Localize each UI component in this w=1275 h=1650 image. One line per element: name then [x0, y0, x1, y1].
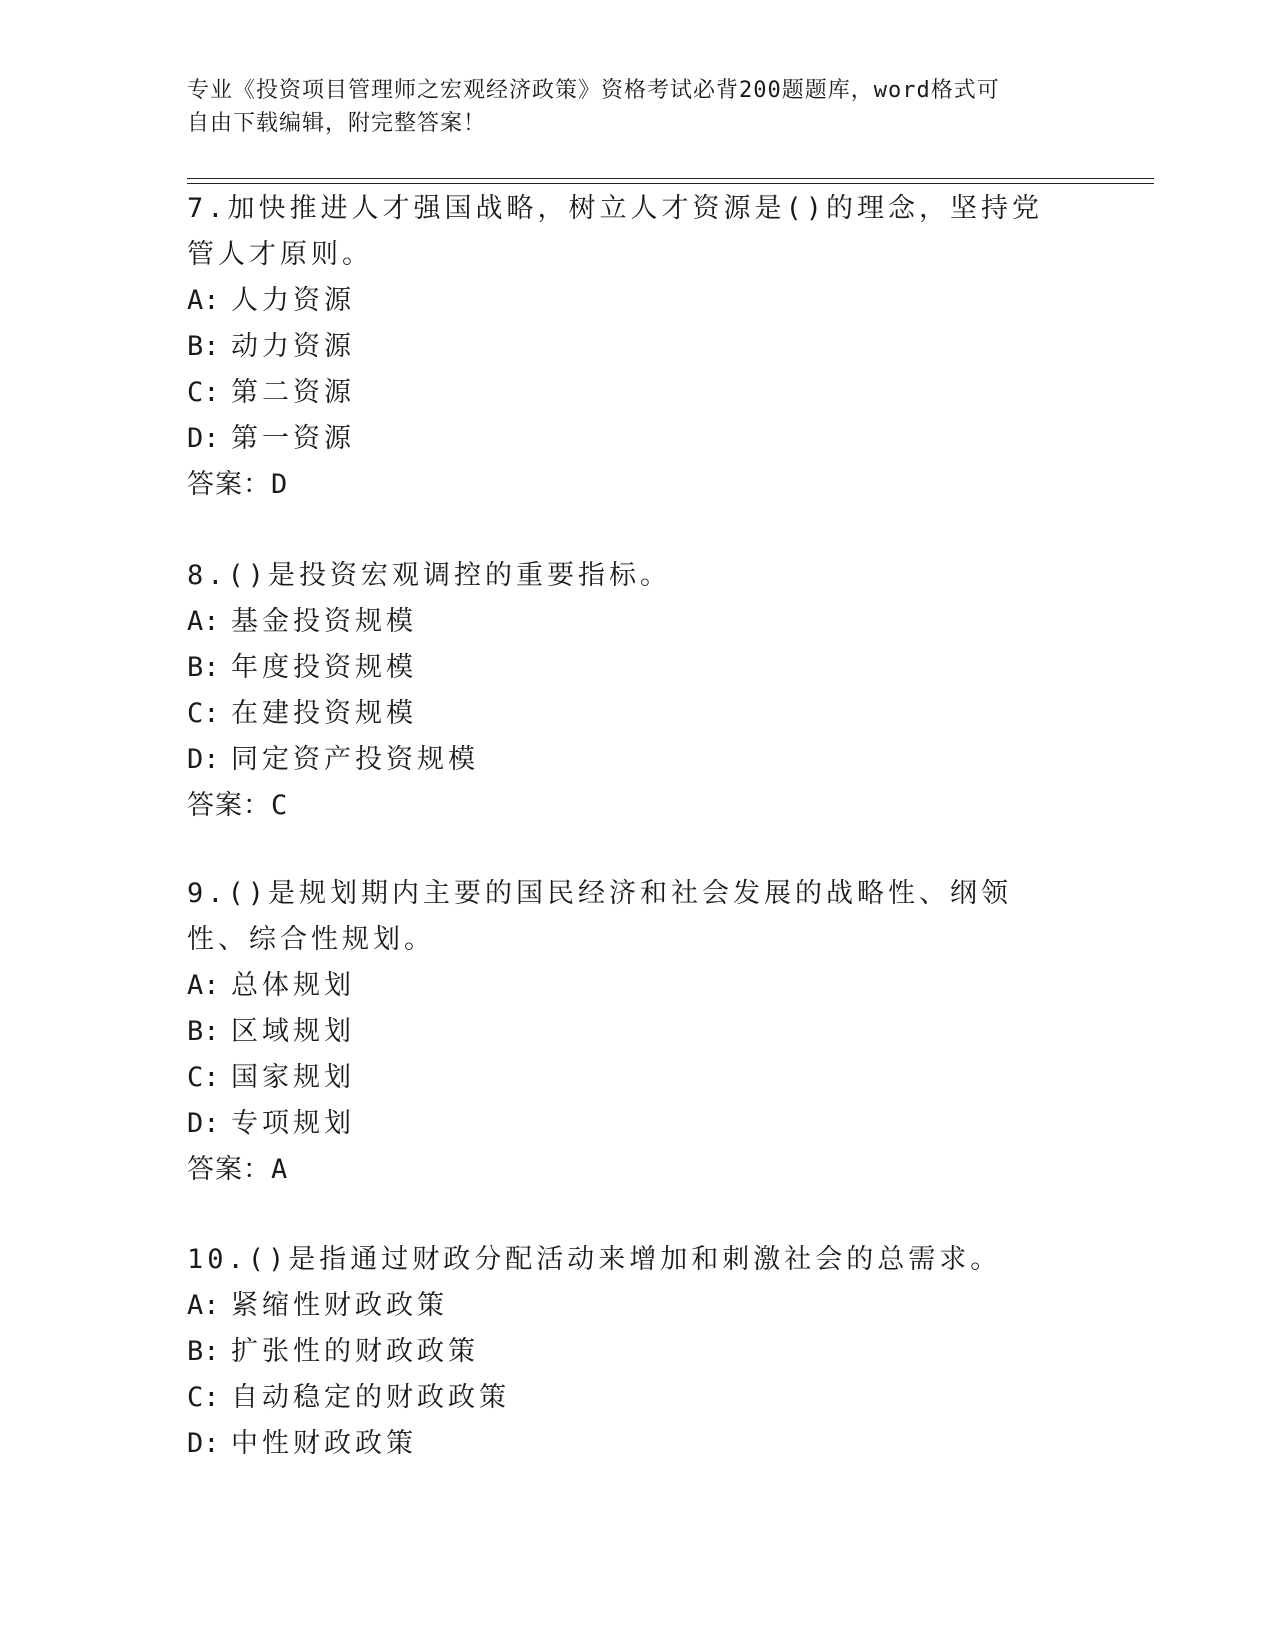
option-text: 第一资源	[231, 423, 355, 454]
option-key: B:	[187, 1336, 220, 1367]
question-stem: 10.()是指通过财政分配活动来增加和刺激社会的总需求。	[187, 1244, 1002, 1275]
option-c	[187, 370, 1067, 416]
option-b	[187, 1009, 1067, 1055]
option-d	[187, 416, 1067, 462]
option-text: 中性财政政策	[231, 1428, 417, 1459]
option-key: B:	[187, 652, 220, 683]
header-divider-top	[187, 178, 1154, 179]
answer-label: 答案：	[187, 1154, 271, 1185]
option-d	[187, 1421, 1067, 1467]
option-key: A:	[187, 285, 220, 316]
option-key: B:	[187, 331, 220, 362]
answer-value: A	[271, 1154, 289, 1185]
option-key: D:	[187, 744, 220, 775]
option-key: D:	[187, 1428, 220, 1459]
option-text: 扩张性的财政政策	[231, 1336, 479, 1367]
option-text: 自动稳定的财政政策	[231, 1382, 510, 1413]
question-stem: 7.加快推进人才强国战略，树立人才资源是()的理念，坚持党管人才原则。	[187, 193, 1044, 270]
option-a	[187, 1283, 1067, 1329]
option-text: 紧缩性财政政策	[231, 1290, 448, 1321]
option-text: 国家规划	[231, 1062, 355, 1093]
option-a	[187, 963, 1067, 1009]
answer-line	[187, 783, 1067, 829]
option-text: 基金投资规模	[231, 606, 417, 637]
option-text: 专项规划	[231, 1108, 355, 1139]
answer-value: C	[271, 790, 289, 821]
option-key: A:	[187, 1290, 220, 1321]
option-b	[187, 324, 1067, 370]
option-c	[187, 691, 1067, 737]
document-header	[187, 74, 1067, 140]
option-text: 总体规划	[231, 970, 355, 1001]
option-b	[187, 1329, 1067, 1375]
option-key: C:	[187, 1062, 220, 1093]
header-divider-bottom	[187, 183, 1154, 184]
answer-label: 答案：	[187, 469, 271, 500]
question-stem: 9.()是规划期内主要的国民经济和社会发展的战略性、纲领性、综合性规划。	[187, 878, 1013, 955]
header-line-2: 自由下载编辑，附完整答案！	[187, 111, 487, 136]
question-8	[187, 553, 1067, 829]
question-7	[187, 186, 1067, 508]
option-key: A:	[187, 606, 220, 637]
option-text: 区域规划	[231, 1016, 355, 1047]
question-stem: 8.()是投资宏观调控的重要指标。	[187, 560, 672, 591]
option-key: D:	[187, 1108, 220, 1139]
option-key: C:	[187, 1382, 220, 1413]
option-text: 动力资源	[231, 331, 355, 362]
answer-line	[187, 1147, 1067, 1193]
option-b	[187, 645, 1067, 691]
option-a	[187, 278, 1067, 324]
option-key: C:	[187, 377, 220, 408]
answer-line	[187, 462, 1067, 508]
option-c	[187, 1375, 1067, 1421]
answer-value: D	[271, 469, 289, 500]
option-text: 在建投资规模	[231, 698, 417, 729]
option-key: C:	[187, 698, 220, 729]
option-d	[187, 1101, 1067, 1147]
option-key: B:	[187, 1016, 220, 1047]
header-line-1: 专业《投资项目管理师之宏观经济政策》资格考试必背200题题库，word格式可	[187, 78, 1000, 103]
option-text: 第二资源	[231, 377, 355, 408]
option-c	[187, 1055, 1067, 1101]
answer-label: 答案：	[187, 790, 271, 821]
question-10	[187, 1237, 1067, 1467]
question-9	[187, 871, 1067, 1193]
option-text: 人力资源	[231, 285, 355, 316]
option-text: 年度投资规模	[231, 652, 417, 683]
option-d	[187, 737, 1067, 783]
option-text: 同定资产投资规模	[231, 744, 479, 775]
option-key: D:	[187, 423, 220, 454]
option-a	[187, 599, 1067, 645]
option-key: A:	[187, 970, 220, 1001]
